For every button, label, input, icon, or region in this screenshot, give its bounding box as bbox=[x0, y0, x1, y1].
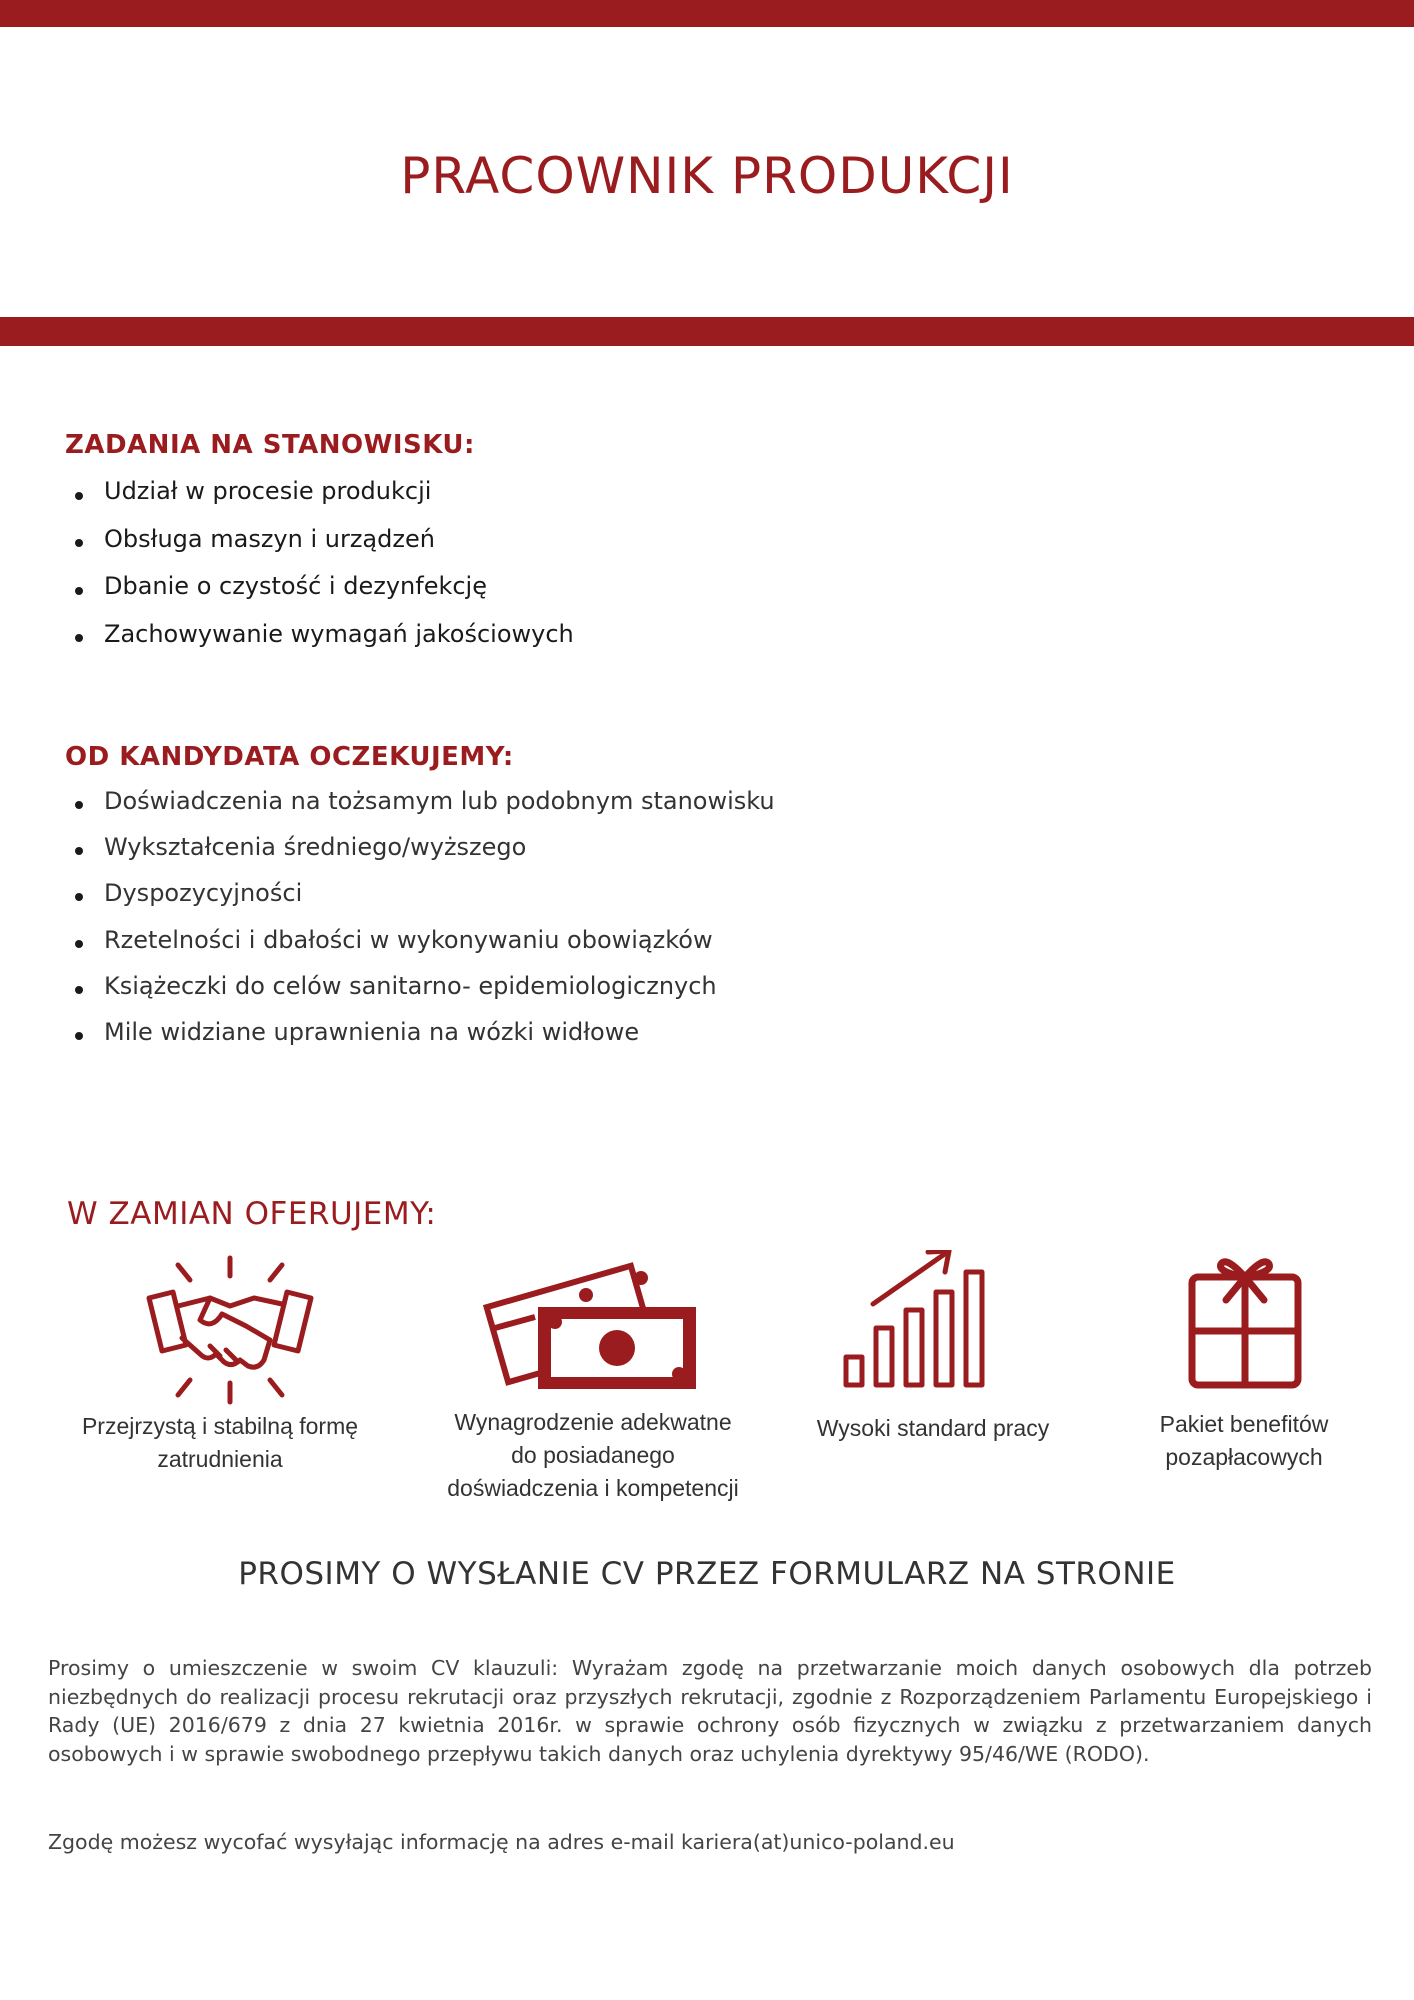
cta-heading: PROSIMY O WYSŁANIE CV PRZEZ FORMULARZ NA STRONIE bbox=[238, 1556, 1176, 1592]
expectations-heading: OD KANDYDATA OCZEKUJEMY: bbox=[65, 742, 514, 772]
consent-clause: Prosimy o umieszczenie w swoim CV klauzuli: Wyrażam zgodę na przetwarzanie moich danych osobowych dla potrzeb niezbędnych do realizacji procesu rekrutacji oraz przyszłych rekrutacji, zgodnie z Rozporządzeniem Parlamentu Europejskiego i Rady (UE) 2016/679 z dnia 27 kwietnia 2016r. w sprawie ochrony osób fizycznych w związku z przetwarzaniem danych osobowych i w sprawie swobodnego przepływu takich danych oraz uchylenia dyrektywy 95/46/WE (RODO). bbox=[48, 1656, 1372, 1766]
offer-label: Przejrzystą i stabilną formę zatrudnienia bbox=[81, 1413, 359, 1472]
tasks-list bbox=[73, 472, 574, 662]
list-item: Dbanie o czystość i dezynfekcję bbox=[73, 567, 574, 615]
list-item: Mile widziane uprawnienia na wózki widłowe bbox=[73, 1013, 775, 1059]
header-divider-bar bbox=[0, 317, 1414, 346]
list-item: Książeczki do celów sanitarno- epidemiologicznych bbox=[73, 967, 775, 1013]
list-item: Dyspozycyjności bbox=[73, 874, 775, 920]
list-item: Obsługa maszyn i urządzeń bbox=[73, 520, 574, 568]
withdraw-note: Zgodę możesz wycofać wysyłając informację na adres e-mail kariera(at)unico-poland.eu bbox=[48, 1830, 955, 1854]
offer-label: Pakiet benefitów pozapłacowych bbox=[1159, 1411, 1329, 1470]
offer-label: Wynagrodzenie adekwatne do posiadanego doświadczenia i kompetencji bbox=[447, 1409, 739, 1501]
offer-label: Wysoki standard pracy bbox=[816, 1415, 1050, 1441]
expectations-list bbox=[73, 782, 775, 1059]
growth-chart-icon bbox=[783, 1250, 1083, 1420]
page-title: PRACOWNIK PRODUKCJI bbox=[400, 147, 1014, 205]
list-item: Udział w procesie produkcji bbox=[73, 472, 574, 520]
handshake-icon bbox=[70, 1250, 370, 1420]
list-item: Zachowywanie wymagań jakościowych bbox=[73, 615, 574, 663]
list-item: Rzetelności i dbałości w wykonywaniu obowiązków bbox=[73, 921, 775, 967]
gift-icon bbox=[1094, 1250, 1394, 1420]
offer-heading: W ZAMIAN OFERUJEMY: bbox=[67, 1196, 437, 1232]
list-item: Doświadczenia na tożsamym lub podobnym stanowisku bbox=[73, 782, 775, 828]
top-accent-bar bbox=[0, 0, 1414, 27]
tasks-heading: ZADANIA NA STANOWISKU: bbox=[65, 430, 475, 460]
list-item: Wykształcenia średniego/wyższego bbox=[73, 828, 775, 874]
money-icon bbox=[443, 1250, 743, 1420]
